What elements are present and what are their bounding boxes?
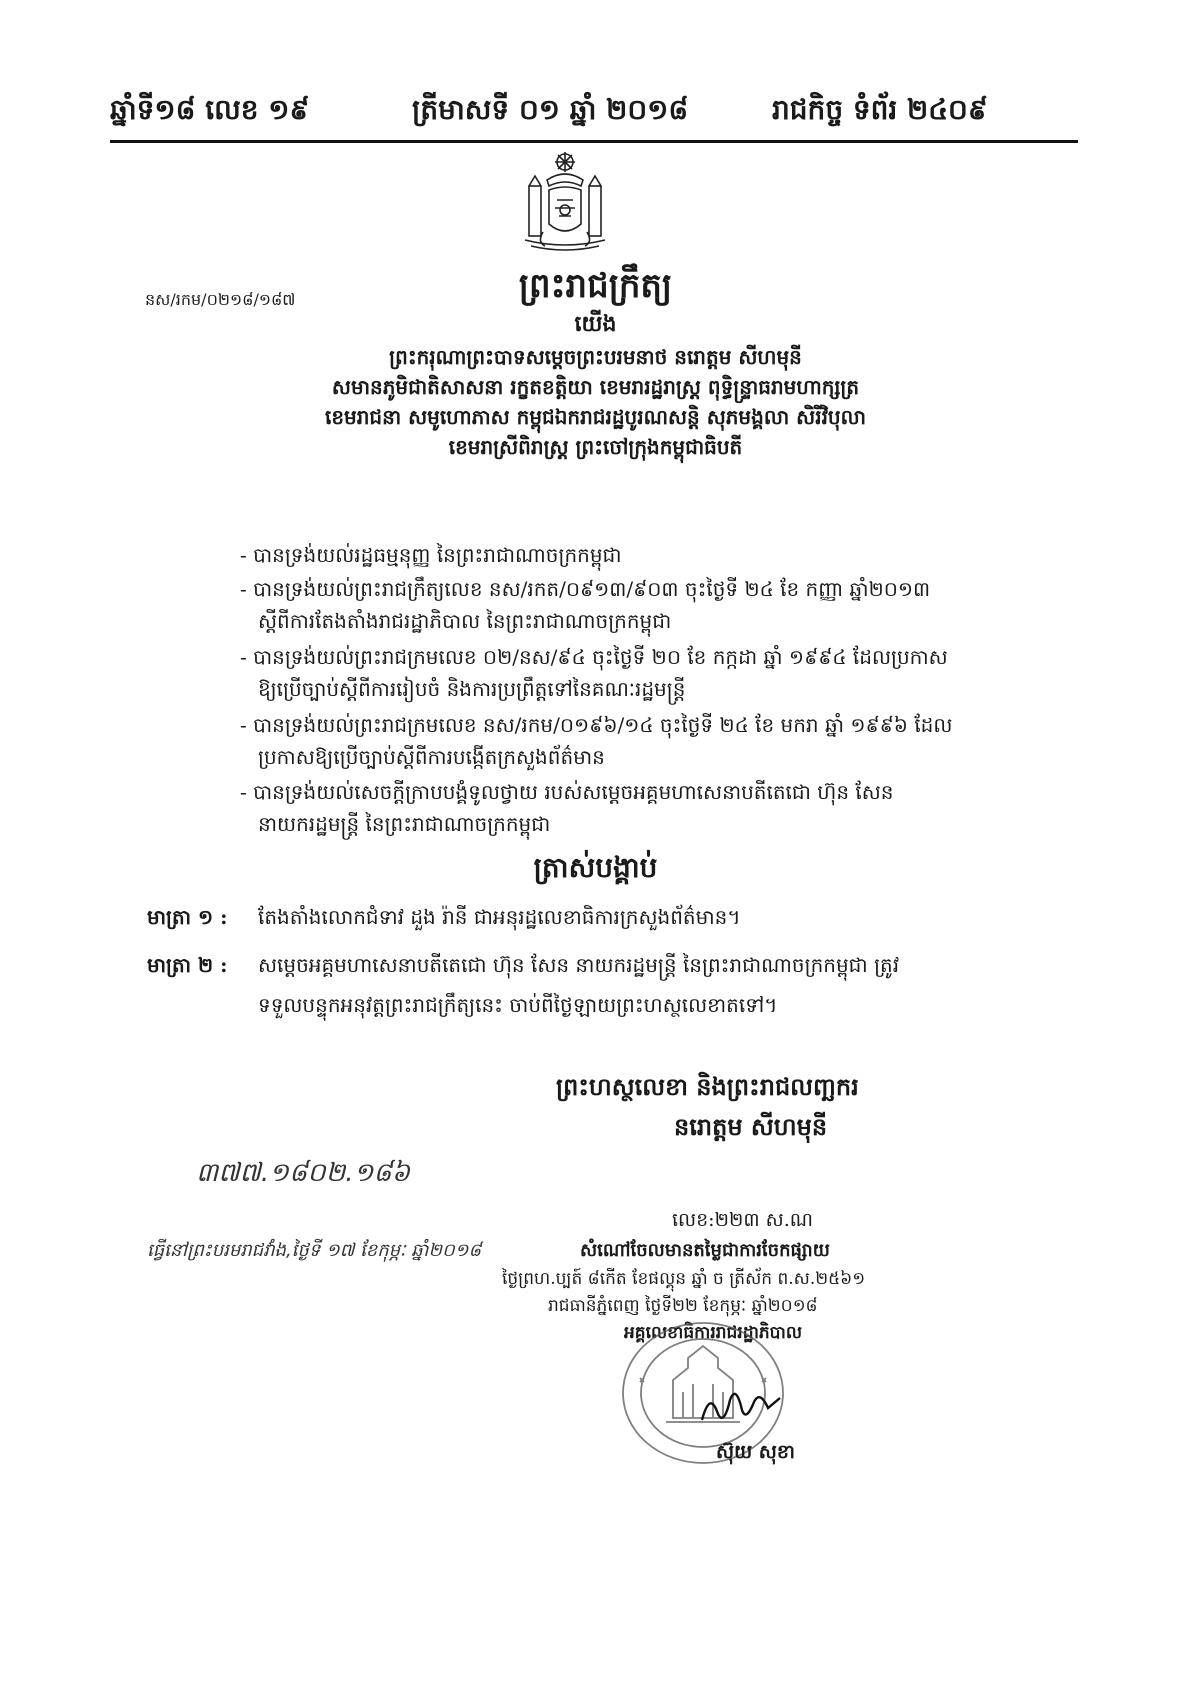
secretariat-title: អគ្គលេខាធិការរាជរដ្ឋាភិបាល	[624, 1323, 803, 1343]
preamble-item-cont: នាយករដ្ឋមន្ត្រី នៃព្រះរាជាណាចក្រកម្ពុជា	[258, 812, 551, 836]
preamble-item-cont: ស្តីពីការតែងតាំងរាជរដ្ឋាភិបាល នៃព្រះរាជាណាចក្រកម្ពុជា	[258, 609, 672, 633]
place-and-date: ធ្វើនៅព្រះបរមរាជវាំង,ថ្ងៃទី ១៧ ខែកុម្ភៈ ឆ្នាំ២០១៨	[147, 1240, 482, 1261]
gazette-quarter: ត្រីមាសទី ០១ ឆ្នាំ ២០១៨	[412, 93, 689, 126]
preamble-item: - បានទ្រង់យល់ព្រះរាជក្រមលេខ ០២/នស/៩៤ ចុះថ្ងៃទី ២០ ខែ កក្កដា ឆ្នាំ ១៩៩៤ ដែលប្រកាស	[240, 645, 948, 669]
official-name: ស៊ុយ សុខា	[716, 1441, 795, 1463]
article-2-text: សម្តេចអគ្គមហាសេនាបតីតេជោ ហ៊ុន សែន នាយករដ្ឋមន្ត្រី នៃព្រះរាជាណាចក្រកម្ពុជា ត្រូវ	[258, 953, 900, 977]
page-label: រាជកិច្ច ទំព័រ	[772, 93, 898, 126]
king-name: នរោត្តម សីហមុនី	[674, 1112, 828, 1141]
lunar-date: ថ្ងៃព្រហ.ប្បត៍ ៨កើត ខែផល្គុន ឆ្នាំ ច ត្រីស័ក ព.ស.២៥៦១	[502, 1269, 866, 1289]
decree-heading: ត្រាស់បង្គាប់	[533, 851, 658, 884]
decree-number: នស/រកម/០២១៨/១៨៧	[145, 290, 296, 309]
capital-date: រាជធានីភ្នំពេញ ថ្ងៃទី២២ ខែកុម្ភៈ ឆ្នាំ២០១៨	[548, 1296, 818, 1316]
preamble-item-cont: ឱ្យប្រើច្បាប់ស្តីពីការរៀបចំ និងការប្រព្រឹត្តទៅនៃគណៈរដ្ឋមន្ត្រី	[258, 677, 686, 701]
document-title: ព្រះរាជក្រឹត្យ	[518, 266, 673, 306]
king-title-line-4: ខេមរាស្រីពិរាស្ត្រ ព្រះចៅក្រុងកម្ពុជាធិបតី	[448, 435, 743, 459]
document-subtitle: យើង	[574, 311, 617, 337]
article-2-cont: ទទួលបន្ទុកអនុវត្តព្រះរាជក្រឹត្យនេះ ចាប់ពីថ្ងៃឡាយព្រះហស្ថលេខាតទៅ។	[258, 993, 778, 1017]
preamble-item-cont: ប្រកាសឱ្យប្រើច្បាប់ស្តីពីការបង្កើតក្រសួងព័ត៌មាន	[258, 745, 605, 769]
king-title-line-3: ខេមរាជនា សមូហោភាស កម្ពុជឯករាជរដ្ឋបូរណសន្តិ សុភមង្គលា សិរីវិបុលា	[324, 405, 867, 429]
handwritten-signature-icon	[696, 1380, 786, 1430]
handwritten-reference: ៣៧៧.១៨០២.១៨៦	[196, 1158, 411, 1188]
article-2-label: មាត្រា ២ :	[147, 953, 228, 977]
royal-emblem-icon	[515, 150, 615, 255]
article-1-label: មាត្រា ១ :	[147, 905, 228, 929]
royal-signature-label: ព្រះហស្ថលេខា និងព្រះរាជលញ្ឆករ	[556, 1072, 859, 1101]
page-number: ២៤០៩	[907, 93, 988, 126]
preamble-item: - បានទ្រង់យល់ព្រះរាជក្រឹត្យលេខ នស/រកត/០៩១៣/៩០៣ ចុះថ្ងៃទី ២៤ ខែ កញ្ញា ឆ្នាំ២០១៣	[240, 577, 931, 601]
king-title-line-1: ព្រះករុណាព្រះបាទសម្តេចព្រះបរមនាថ នរោត្តម សីហមុនី	[389, 345, 802, 369]
certified-copy-label: សំណៅចែលមានតម្លៃជាការចែកផ្សាយ	[580, 1240, 830, 1261]
gazette-year-issue: ឆ្នាំទី១៨ លេខ ១៩	[110, 93, 310, 126]
preamble-item: - បានទ្រង់យល់ព្រះរាជក្រមលេខ នស/រកម/០១៩៦/១៤ ចុះថ្ងៃទី ២៤ ខែ មករា ឆ្នាំ ១៩៩៦ ដែល	[240, 713, 953, 737]
preamble-item: - បានទ្រង់យល់រដ្ឋធម្មនុញ្ញ នៃព្រះរាជាណាចក្រកម្ពុជា	[240, 543, 622, 567]
registration-number: លេខ:២២៣ ស.ណ	[672, 1209, 813, 1231]
article-1-text: តែងតាំងលោកជំទាវ ដួង រ៉ានី ជាអនុរដ្ឋលេខាធិការក្រសួងព័ត៌មាន។	[258, 905, 741, 929]
gazette-page-label	[772, 92, 988, 133]
preamble-item: - បានទ្រង់យល់សេចក្តីក្រាបបង្គំទូលថ្វាយ របស់សម្តេចអគ្គមហាសេនាបតីតេជោ ហ៊ុន សែន	[240, 780, 894, 804]
header-rule	[110, 140, 1078, 143]
king-title-line-2: សមានភូមិជាតិសាសនា រក្ខតខត្តិយា ខេមរារដ្ឋរាស្ត្រ ពុទ្ធិន្ទ្រាធរាមហាក្សត្រ	[331, 375, 860, 399]
